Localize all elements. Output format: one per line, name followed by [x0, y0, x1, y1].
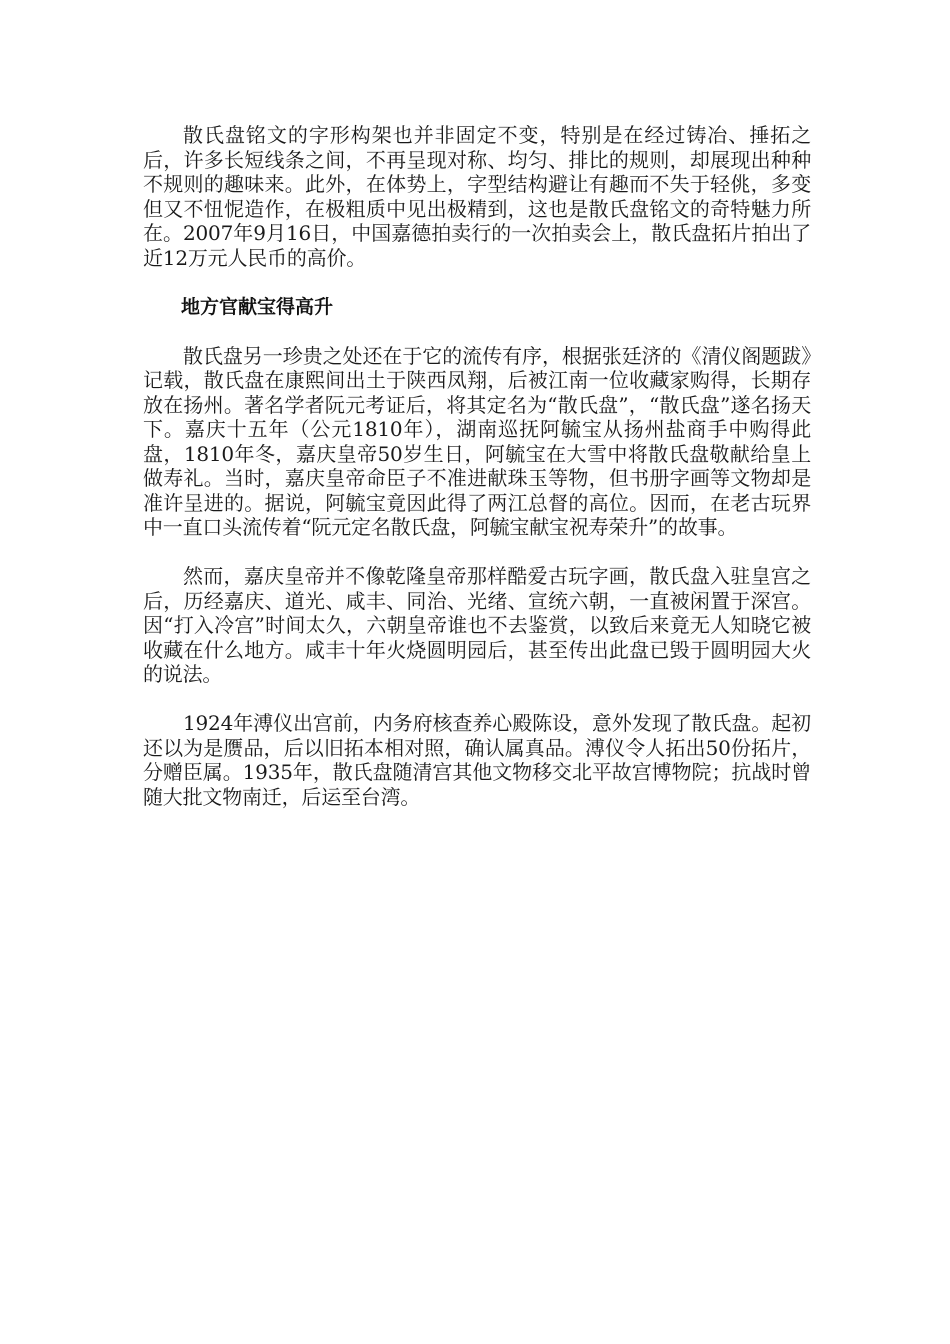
section-heading: 地方官献宝得高升 [181, 295, 334, 318]
paragraph-palace: 然而，嘉庆皇帝并不像乾隆皇帝那样酷爱古玩字画，散氏盘入驻皇宫之后，历经嘉庆、道光、咸丰、同治、光绪、宣统六朝，一直被闲置于深宫。因“打入冷宫”时间太久，六朝皇帝谁也不去鉴赏，以致后来竟无人知晓它被收藏在什么地方。咸丰十年火烧圆明园后，甚至传出此盘已毁于圆明园大火的说法。 [143, 564, 811, 686]
paragraph-spacer [143, 319, 811, 344]
paragraph-rediscovery: 1924年溥仪出宫前，内务府核查养心殿陈设，意外发现了散氏盘。起初还以为是赝品，后以旧拓本相对照，确认属真品。溥仪令人拓出50份拓片，分赠臣属。1935年，散氏盘随清宫其他文物移交北平故宫博物院；抗战时曾随大批文物南迁，后运至台湾。 [143, 711, 811, 809]
paragraph-provenance: 散氏盘另一珍贵之处还在于它的流传有序，根据张廷济的《清仪阁题跋》记载，散氏盘在康熙间出土于陕西凤翔，后被江南一位收藏家购得，长期存放在扬州。著名学者阮元考证后，将其定名为“散氏盘”，“散氏盘”遂名扬天下。嘉庆十五年（公元1810年），湖南巡抚阿毓宝从扬州盐商手中购得此盘，1810年冬，嘉庆皇帝50岁生日，阿毓宝在大雪中将散氏盘敬献给皇上做寿礼。当时，嘉庆皇帝命臣子不准进献珠玉等物，但书册字画等文物却是准许呈进的。据说，阿毓宝竟因此得了两江总督的高位。因而，在老古玩界中一直口头流传着“阮元定名散氏盘，阿毓宝献宝祝寿荣升”的故事。 [143, 343, 811, 539]
paragraph-spacer [143, 540, 811, 565]
paragraph-spacer [143, 687, 811, 712]
paragraph-inscription: 散氏盘铭文的字形构架也并非固定不变，特别是在经过铸冶、捶拓之后，许多长短线条之间，不再呈现对称、均匀、排比的规则，却展现出种种不规则的趣味来。此外，在体势上，字型结构避让有趣而不失于轻佻，多变但又不忸怩造作，在极粗质中见出极精到，这也是散氏盘铭文的奇特魅力所在。2007年9月16日，中国嘉德拍卖行的一次拍卖会上，散氏盘拓片拍出了近12万元人民币的高价。 [143, 123, 811, 270]
paragraph-spacer [143, 270, 811, 295]
document-body [143, 123, 811, 809]
